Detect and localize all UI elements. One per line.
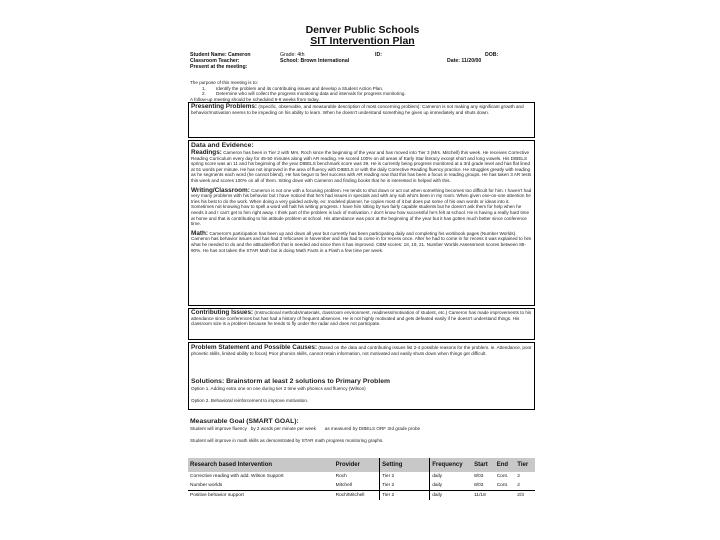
col-intervention: Research based Intervention xyxy=(188,458,334,472)
contributing-issues-heading: Contributing Issues: xyxy=(191,309,254,316)
purpose-item: 1. Identify the problem and its contributing issues and develop a Student Action Plan. xyxy=(202,85,384,91)
followup-note: A follow-up meeting should be scheduled 6-8 weeks from today. xyxy=(190,96,320,102)
school: School: Brown International xyxy=(280,58,350,64)
problem-statement-heading: Problem Statement and Possible Causes: xyxy=(191,344,318,351)
data-evidence-heading: Data and Evidence: xyxy=(191,142,254,149)
meeting-purpose xyxy=(190,80,535,102)
purpose-item: 2. Determine who will collect the progress monitoring data and intervals for progress monitoring. xyxy=(202,91,406,97)
readings-text: Cameron has been in Tier 2 with Mrs. Roch since the beginning of the year and has moved into Tier 3 (Mrs. Mitchell) this week. He receives Corrective Reading Curriculum every day for 45-50 minutes along with AR reading. He scored 100% on all areas of Early Star literacy except short and long vowels. His DIBELS spring score was an 11 and his beginning of the year DIBELS benchmark score was 39. He is currently being progress monitored at a 3rd grade level and has flat lined at 51 words per minute. He has not improved in the area of fluency with DIBELS or with the daily Corrective Reading fluency practice. He struggles greatly with reading as he segments each word (he cannot blend). He has begun to feel success with AR reading now that this has been a focus in reading groups. He has taken 3 AR tests this week and scores 100% on all of them. Sitting down with Cameron and finding books that he is interested in helped with this. xyxy=(191,150,532,183)
dob: DOB: xyxy=(485,52,499,58)
writing-text: Cameron is not one with a focusing problem. He tends to shut down or act out when something becomes too difficult for him. I haven't had very many problems with his behavior but I have noticed that he's had issues in specials and with any sub who's been in my room. When given one-on-one attention he tries his best to do the work. When doing a very guided activity, ex: modeled planner, he copies most of it but does put some of his own words or ideas into it. Sometimes not knowing how to spell a word will halt his writing progress. I have him sitting by two fairly capable students but he doesn't ask them for help when he needs it and I can't get to him right away. I think part of the problem is lack of motivation. I don't know how successful he's felt at school. He is having a really hard time at home and that is contributing to his attitude problem at school. His attendance was poor at the beginning of the year but it has gotten much better since conference time. xyxy=(191,187,532,227)
data-evidence-box xyxy=(188,140,535,306)
document-page xyxy=(190,0,535,540)
presenting-problems-text: (Specific, observable, and measurable description of most concerning problem): Cameron is not making any significant growth and behavior/motivation seems to be impeding on his ability to learn. When he doesn't understand something he gives up immediately and shuts down. xyxy=(191,104,524,115)
contributing-issues-text: (Instructional methods/materials, classroom environment, readiness/motivation of student, etc.) Cameron has made improvements to his attendance since conferences but has had a history of frequent absences. He is not highly motivated and gets defeated easily if he doesn't understand things. His classroom size is a problem because he tends to fly under the radar and does not participate. xyxy=(191,310,532,327)
presenting-problems-box xyxy=(188,102,535,138)
grade: Grade: 4th xyxy=(280,52,305,58)
measurable-goal-heading: Measurable Goal (SMART GOAL): xyxy=(190,418,299,425)
solution-option-2: Option 2. Behavioral reinforcement to improve motivation. xyxy=(191,397,309,403)
student-id: ID: xyxy=(375,52,382,58)
writing-heading: Writing/Classroom: xyxy=(191,186,250,194)
table-row: Corrective reading with add. Wilson Support Roch Tier 2 daily 8/03 Cont. 2 xyxy=(190,474,520,479)
solutions-heading: Solutions: Brainstorm at least 2 solutions to Primary Problem xyxy=(191,378,391,385)
meeting-date: Date: 11/20/00 xyxy=(447,58,482,64)
math-text: Cameron's participation has been up and down all year but currently has been participating daily and completing his workbook pages (Number Worlds). Cameron has behavior issues and has had 3 refocuses in November and has had to come in for recess once. After he had to come in for recess it was explained to him what he needed to do and the attitude/effort that is needed and since then it has improved. CBM scores: 18, 19, 21. Number Worlds Assessment scores between 85-90%. He has not taken the STAR Math but is doing Math Facts in a Flash a few time per week. xyxy=(191,230,532,253)
page-title: SIT Intervention Plan xyxy=(310,35,415,47)
readings-heading: Readings: xyxy=(191,149,222,156)
problem-statement-box xyxy=(188,342,535,410)
table-row: Number worlds Mitchell Tier 2 daily 8/03 Cont. 2 xyxy=(188,481,535,491)
student-name: Student Name: Cameron xyxy=(190,52,251,58)
contributing-issues-box xyxy=(188,308,535,340)
table-row: Positive behavior support Roch/Mitchell Tier 2 daily 11/18 2/3 xyxy=(188,491,535,501)
math-heading: Math: xyxy=(191,229,209,237)
presenting-problems-heading: Presenting Problems: xyxy=(191,103,258,110)
col-frequency: Frequency xyxy=(430,458,472,472)
solution-option-1: Option 1. Adding extra one on one during tier 2 time with phonics and fluency (Wilson) xyxy=(191,386,366,391)
col-tier: Tier xyxy=(515,458,535,472)
table-header-row xyxy=(188,458,535,472)
student-meta xyxy=(190,52,535,70)
purpose-intro: The purpose of this meeting is to: xyxy=(190,80,258,85)
org-title: Denver Public Schools xyxy=(305,24,420,36)
problem-statement-text: (Based on the data and contributing issues list 2-4 possible reasons for the problem. ie. Attendance, poor phonetic skills, limited ability to focus) Poor phonics skills, cannot retain information, not motivated and easily shuts down when things get difficult. xyxy=(191,345,532,356)
present-at-meeting: Present at the meeting: xyxy=(190,64,248,70)
col-provider: Provider xyxy=(334,458,380,472)
goal-line-1: Student will improve fluency by 2 words per minute per week as measured by DIBELS ORF 3rd grade probe xyxy=(190,426,421,431)
intervention-table xyxy=(188,458,535,500)
goal-line-2: Student will improve in math skills as demonstrated by STAR math progress monitoring graphs. xyxy=(190,437,384,443)
col-setting: Setting xyxy=(380,458,430,472)
classroom-teacher: Classroom Teacher: xyxy=(190,58,240,64)
measurable-goal-section xyxy=(190,418,535,443)
col-end: End xyxy=(495,458,516,472)
col-start: Start xyxy=(472,458,495,472)
